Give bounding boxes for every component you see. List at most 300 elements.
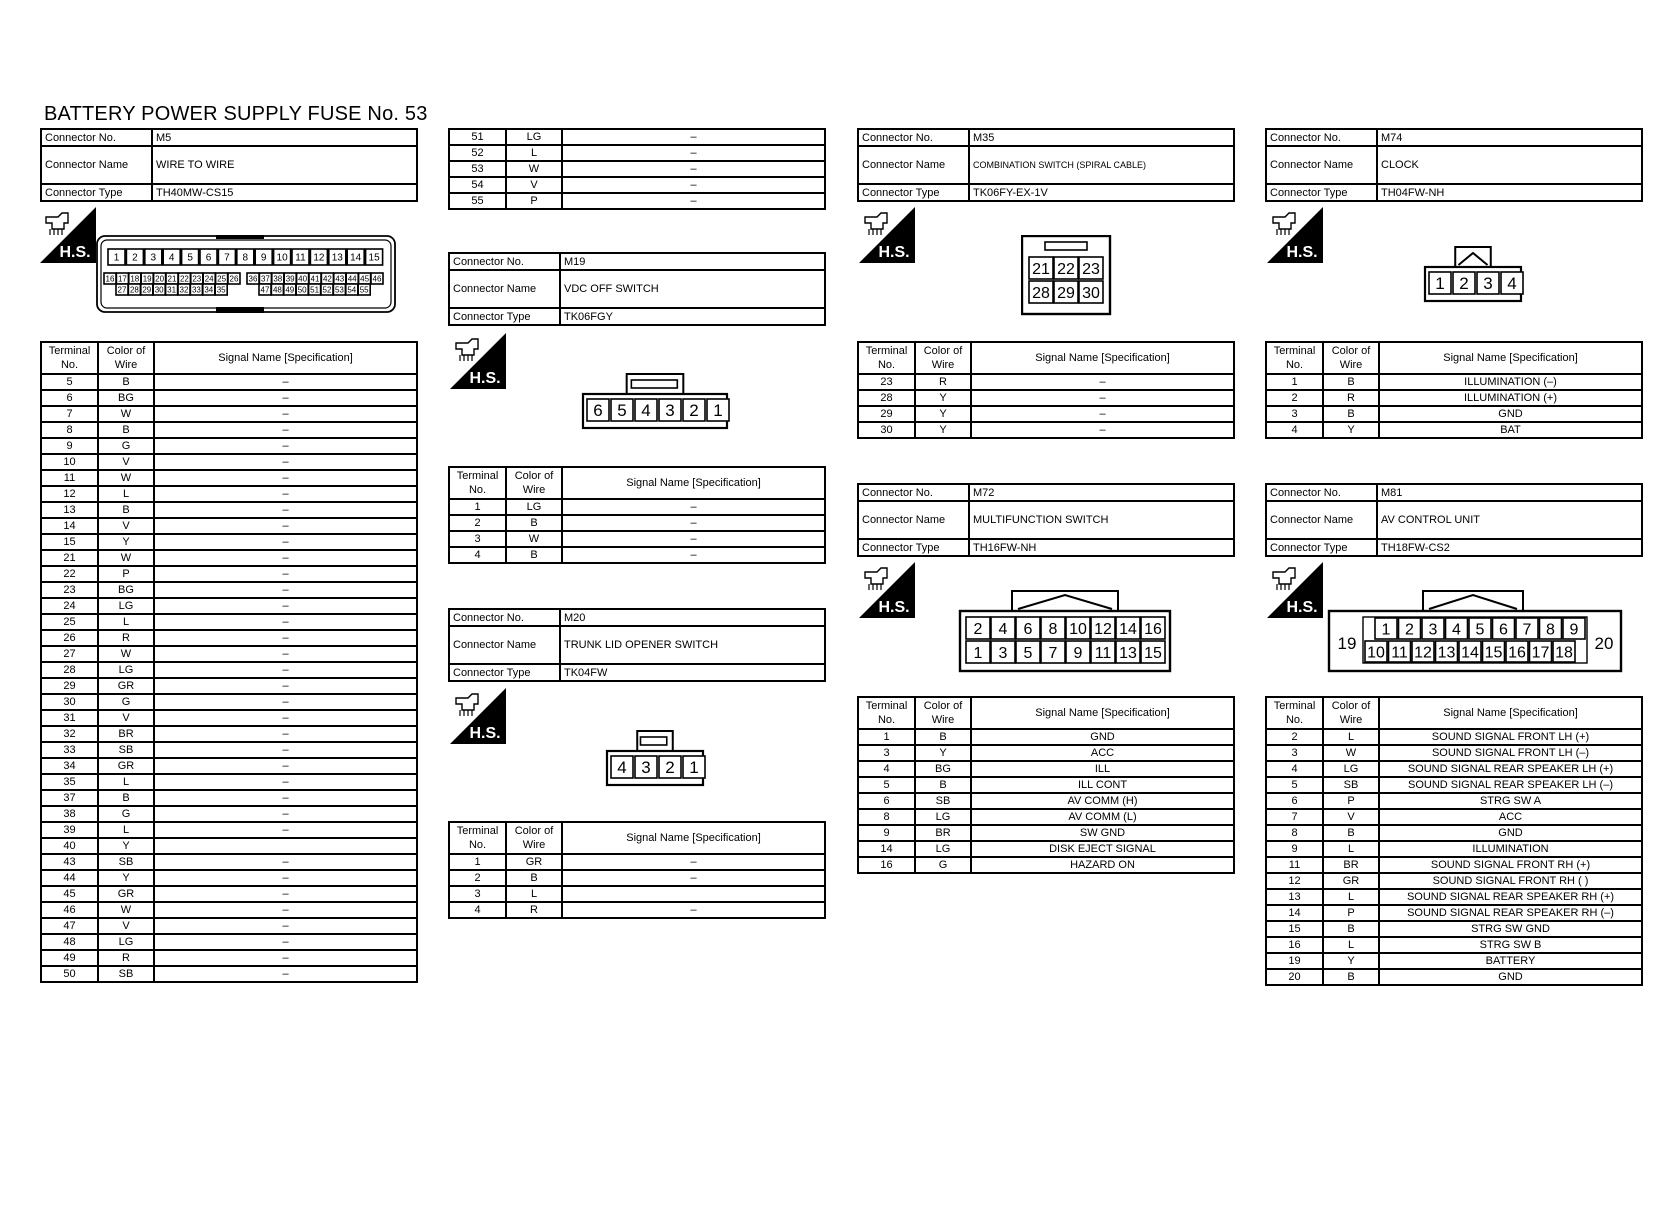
signal-name: –: [971, 390, 1234, 406]
terminal-no: 25: [41, 614, 98, 630]
signal-name: –: [154, 742, 417, 758]
hs-label: H.S.: [878, 244, 910, 261]
pin-number: 4: [168, 252, 175, 264]
pin-number: 47: [260, 285, 270, 295]
pin-number: 14: [1119, 620, 1137, 638]
pin-number: 3: [641, 758, 651, 778]
signal-name: STRG SW B: [1379, 937, 1642, 953]
pin-number: 54: [347, 285, 357, 295]
table-row: [858, 406, 1234, 422]
wire-color: L: [1323, 729, 1379, 745]
header-terminal-no: Terminal No.: [449, 467, 506, 499]
signal-name: –: [154, 886, 417, 902]
wire-color: GR: [98, 886, 154, 902]
connector-type: TH40MW-CS15: [152, 184, 417, 201]
pin-number: 39: [285, 274, 295, 284]
wire-color: R: [98, 630, 154, 646]
signal-name: –: [154, 454, 417, 470]
terminal-no: 48: [41, 934, 98, 950]
pin-number: 11: [1391, 644, 1408, 662]
table-row: [41, 742, 417, 758]
wire-color: Y: [915, 745, 971, 761]
wire-color: W: [506, 161, 562, 177]
table-row: [41, 662, 417, 678]
table-row: [1266, 422, 1642, 438]
table-row: [41, 438, 417, 454]
pin-number: 41: [310, 274, 320, 284]
terminal-no: 2: [449, 870, 506, 886]
connector-info-m72: [857, 483, 1235, 557]
table-row: [1266, 793, 1642, 809]
pin-number: 9: [1569, 621, 1579, 639]
signal-name: –: [562, 870, 825, 886]
table-row: [41, 390, 417, 406]
table-row: [41, 374, 417, 390]
connector-diagram-m19: [577, 372, 737, 430]
table-row: [41, 822, 417, 838]
signal-name: AV COMM (L): [971, 809, 1234, 825]
signal-name: –: [154, 470, 417, 486]
terminal-no: 5: [858, 777, 915, 793]
wire-color: B: [1323, 825, 1379, 841]
table-row: [41, 918, 417, 934]
table-row: [1266, 390, 1642, 406]
table-row: [858, 761, 1234, 777]
signal-name: SOUND SIGNAL FRONT LH (+): [1379, 729, 1642, 745]
connector-diagram-m72: [958, 589, 1172, 675]
wire-color: Y: [98, 838, 154, 854]
terminal-no: 4: [858, 761, 915, 777]
pin-number: 20: [155, 274, 165, 284]
table-row: [41, 726, 417, 742]
terminal-no: 40: [41, 838, 98, 854]
terminal-no: 1: [449, 854, 506, 870]
wire-color: B: [915, 777, 971, 793]
table-row: [1266, 905, 1642, 921]
pin-number: 42: [322, 274, 332, 284]
terminal-no: 29: [858, 406, 915, 422]
terminal-no: 12: [41, 486, 98, 502]
harness-side-icon: [1267, 562, 1323, 618]
wire-color: R: [506, 902, 562, 918]
terminal-no: 8: [41, 422, 98, 438]
pin-number: 35: [216, 285, 226, 295]
table-row: [41, 470, 417, 486]
signal-name: SOUND SIGNAL FRONT RH (+): [1379, 857, 1642, 873]
hs-label: H.S.: [1286, 244, 1318, 261]
pin-number: 4: [641, 401, 651, 421]
terminal-no: 23: [858, 374, 915, 390]
terminal-no: 29: [41, 678, 98, 694]
wire-color: BG: [98, 390, 154, 406]
table-row: [449, 547, 825, 563]
harness-side-icon: [40, 207, 96, 263]
signal-name: –: [562, 177, 825, 193]
table-row: [41, 870, 417, 886]
wire-color: B: [1323, 406, 1379, 422]
pin-number: 13: [1119, 644, 1137, 662]
header-signal-name: Signal Name [Specification]: [562, 822, 825, 854]
connector-latch-mark: [631, 380, 677, 388]
terminal-no: 7: [1266, 809, 1323, 825]
terminal-no: 21: [41, 550, 98, 566]
label-connector-no: Connector No.: [449, 609, 560, 626]
header-terminal-no: Terminal No.: [449, 822, 506, 854]
wire-color: B: [1323, 969, 1379, 985]
terminal-no: 4: [449, 902, 506, 918]
connector-type: TK04FW: [560, 664, 825, 681]
terminal-no: 24: [41, 598, 98, 614]
signal-name: –: [154, 486, 417, 502]
table-row: [449, 902, 825, 918]
signal-name: BAT: [1379, 422, 1642, 438]
label-connector-type: Connector Type: [1266, 539, 1377, 556]
table-row: [41, 886, 417, 902]
header-terminal-no: Terminal No.: [1266, 342, 1323, 374]
header-terminal-no: Terminal No.: [858, 342, 915, 374]
table-row: [41, 950, 417, 966]
signal-name: GND: [1379, 969, 1642, 985]
wire-color: LG: [506, 129, 562, 145]
wire-color: GR: [98, 758, 154, 774]
wire-color: BR: [915, 825, 971, 841]
wire-color: L: [98, 774, 154, 790]
pin-number: 11: [295, 252, 306, 264]
wire-color: G: [98, 806, 154, 822]
connector-diagram-m35: [1021, 235, 1113, 317]
wire-color: V: [1323, 809, 1379, 825]
terminal-no: 3: [858, 745, 915, 761]
pin-number: 44: [347, 274, 357, 284]
hs-label: H.S.: [469, 725, 501, 742]
table-row: [41, 422, 417, 438]
header-signal-name: Signal Name [Specification]: [971, 697, 1234, 729]
terminal-no: 52: [449, 145, 506, 161]
pin-number: 7: [1522, 621, 1532, 639]
wire-color: P: [1323, 793, 1379, 809]
connector-key: [216, 307, 264, 313]
pin-number: 3: [150, 252, 157, 264]
connector-no: M35: [969, 129, 1234, 146]
pin-number: 10: [276, 252, 288, 264]
table-row: [858, 825, 1234, 841]
connector-name: AV CONTROL UNIT: [1377, 501, 1642, 539]
signal-name: –: [154, 566, 417, 582]
table-row: [858, 745, 1234, 761]
wire-color: W: [1323, 745, 1379, 761]
table-row: [1266, 969, 1642, 985]
wire-color: SB: [98, 966, 154, 982]
wire-color: SB: [915, 793, 971, 809]
connector-info-m35: [857, 128, 1235, 202]
terminal-no: 34: [41, 758, 98, 774]
signal-name: –: [154, 406, 417, 422]
signal-name: –: [154, 870, 417, 886]
signal-name: –: [154, 758, 417, 774]
wire-color: Y: [98, 870, 154, 886]
pin-number: 7: [224, 252, 230, 264]
terminal-no: 2: [1266, 729, 1323, 745]
terminal-no: 16: [1266, 937, 1323, 953]
wire-color: V: [98, 710, 154, 726]
wire-color: BR: [98, 726, 154, 742]
pin-number: 38: [273, 274, 283, 284]
signal-name: ILL CONT: [971, 777, 1234, 793]
signal-name: –: [154, 534, 417, 550]
connector-name: TRUNK LID OPENER SWITCH: [560, 626, 825, 664]
wire-color: L: [98, 614, 154, 630]
pin-number: 40: [298, 274, 308, 284]
signal-name: –: [154, 966, 417, 982]
label-connector-type: Connector Type: [858, 539, 969, 556]
pin-number: 43: [335, 274, 345, 284]
header-color-of-wire: Color of Wire: [506, 467, 562, 499]
table-row: [1266, 777, 1642, 793]
terminal-no: 33: [41, 742, 98, 758]
table-row: [858, 809, 1234, 825]
connector-no: M74: [1377, 129, 1642, 146]
terminal-no: 8: [1266, 825, 1323, 841]
pin-number: 21: [1032, 260, 1050, 278]
header-color-of-wire: Color of Wire: [1323, 342, 1379, 374]
signal-name: –: [154, 550, 417, 566]
wire-color: Y: [1323, 422, 1379, 438]
table-row: [858, 777, 1234, 793]
terminal-no: 38: [41, 806, 98, 822]
signal-name: –: [154, 934, 417, 950]
connector-type: TK06FGY: [560, 308, 825, 325]
wire-color: B: [1323, 921, 1379, 937]
signal-name: –: [154, 822, 417, 838]
connector-diagram-m81: [1327, 589, 1623, 675]
pin-number: 14: [1461, 644, 1479, 662]
table-row: [41, 694, 417, 710]
terminal-no: 47: [41, 918, 98, 934]
terminal-no: 16: [858, 857, 915, 873]
signal-name: HAZARD ON: [971, 857, 1234, 873]
signal-name: –: [562, 902, 825, 918]
header-color-of-wire: Color of Wire: [915, 342, 971, 374]
wire-color: BG: [915, 761, 971, 777]
wire-color: G: [915, 857, 971, 873]
wire-color: B: [506, 547, 562, 563]
harness-side-icon: [450, 688, 506, 744]
signal-name: –: [154, 646, 417, 662]
terminal-no: 37: [41, 790, 98, 806]
terminal-no: 5: [41, 374, 98, 390]
label-connector-no: Connector No.: [449, 253, 560, 270]
pin-number: 3: [665, 401, 675, 421]
connector-info-m81: [1265, 483, 1643, 557]
connector-no: M81: [1377, 484, 1642, 501]
pin-number: 7: [1048, 644, 1058, 662]
terminal-no: 7: [41, 406, 98, 422]
terminal-no: 3: [449, 531, 506, 547]
signal-name: –: [154, 614, 417, 630]
terminal-no: 2: [449, 515, 506, 531]
connector-no: M20: [560, 609, 825, 626]
table-row: [449, 854, 825, 870]
terminal-no: 5: [1266, 777, 1323, 793]
pin-number: 8: [1048, 620, 1058, 638]
pin-number: 29: [1057, 284, 1075, 302]
pin-number: 20: [1594, 634, 1614, 653]
terminal-no: 28: [41, 662, 98, 678]
pin-number: 6: [1499, 621, 1508, 639]
connector-type: TK06FY-EX-1V: [969, 184, 1234, 201]
hs-label: H.S.: [59, 244, 91, 261]
terminal-no: 14: [41, 518, 98, 534]
header-color-of-wire: Color of Wire: [506, 822, 562, 854]
signal-name: ILLUMINATION: [1379, 841, 1642, 857]
table-row: [449, 531, 825, 547]
wire-color: Y: [915, 422, 971, 438]
pin-number: 17: [1531, 644, 1550, 662]
wire-color: V: [98, 518, 154, 534]
connector-type: TH18FW-CS2: [1377, 539, 1642, 556]
signal-name: –: [971, 374, 1234, 390]
wire-color: W: [98, 646, 154, 662]
table-row: [449, 499, 825, 515]
pin-number: 22: [179, 274, 189, 284]
table-row: [41, 502, 417, 518]
terminal-no: 23: [41, 582, 98, 598]
pin-number: 18: [1555, 644, 1573, 662]
pin-number: 10: [1069, 620, 1087, 638]
signal-name: –: [154, 598, 417, 614]
wire-color: LG: [98, 662, 154, 678]
header-terminal-no: Terminal No.: [1266, 697, 1323, 729]
table-row: [41, 838, 417, 854]
wire-color: B: [98, 790, 154, 806]
terminal-no: 30: [41, 694, 98, 710]
terminal-no: 11: [1266, 857, 1323, 873]
wire-color: L: [98, 822, 154, 838]
pin-number: 13: [1437, 644, 1456, 662]
label-connector-no: Connector No.: [1266, 129, 1377, 146]
table-row: [449, 145, 825, 161]
page-title: BATTERY POWER SUPPLY FUSE No. 53: [44, 103, 428, 125]
pin-number: 52: [322, 285, 332, 295]
signal-name: –: [562, 145, 825, 161]
signal-name: AV COMM (H): [971, 793, 1234, 809]
signal-name: GND: [1379, 406, 1642, 422]
signal-name: –: [562, 161, 825, 177]
table-row: [41, 966, 417, 982]
pin-number: 29: [142, 285, 152, 295]
wire-color: LG: [915, 841, 971, 857]
terminal-no: 15: [41, 534, 98, 550]
table-row: [41, 710, 417, 726]
pin-number: 1: [1435, 274, 1445, 294]
label-connector-no: Connector No.: [41, 129, 152, 146]
table-row: [41, 582, 417, 598]
pin-number: 12: [313, 252, 325, 264]
wire-color: L: [506, 886, 562, 902]
table-row: [1266, 825, 1642, 841]
terminal-no: 9: [1266, 841, 1323, 857]
signal-name: ACC: [1379, 809, 1642, 825]
terminal-no: 13: [41, 502, 98, 518]
pin-number: 16: [1144, 620, 1162, 638]
terminal-no: 2: [1266, 390, 1323, 406]
connector-diagram-m74: [1419, 245, 1531, 307]
table-row: [41, 678, 417, 694]
table-row: [449, 515, 825, 531]
pin-number: 10: [1367, 644, 1385, 662]
wire-color: R: [1323, 390, 1379, 406]
table-row: [1266, 937, 1642, 953]
wire-color: SB: [98, 854, 154, 870]
header-signal-name: Signal Name [Specification]: [971, 342, 1234, 374]
terminal-no: 53: [449, 161, 506, 177]
wire-color: GR: [98, 678, 154, 694]
pin-table-m72: [857, 696, 1235, 874]
signal-name: –: [154, 678, 417, 694]
terminal-no: 39: [41, 822, 98, 838]
wire-color: L: [1323, 841, 1379, 857]
terminal-no: 4: [449, 547, 506, 563]
terminal-no: 4: [1266, 761, 1323, 777]
pin-number: 6: [1023, 620, 1033, 638]
table-row: [1266, 809, 1642, 825]
table-row: [41, 406, 417, 422]
wire-color: BG: [98, 582, 154, 598]
wire-color: V: [98, 454, 154, 470]
table-row: [41, 534, 417, 550]
wire-color: W: [98, 550, 154, 566]
pin-number: 4: [998, 620, 1008, 638]
table-row: [41, 854, 417, 870]
terminal-no: 9: [41, 438, 98, 454]
signal-name: –: [154, 726, 417, 742]
terminal-no: 15: [1266, 921, 1323, 937]
pin-number: 4: [617, 758, 627, 778]
terminal-no: 54: [449, 177, 506, 193]
wire-color: B: [1323, 374, 1379, 390]
signal-name: ILL: [971, 761, 1234, 777]
wire-color: B: [915, 729, 971, 745]
label-connector-type: Connector Type: [449, 664, 560, 681]
connector-info-m74: [1265, 128, 1643, 202]
pin-number: 18: [130, 274, 140, 284]
header-signal-name: Signal Name [Specification]: [1379, 342, 1642, 374]
table-row: [41, 630, 417, 646]
wire-color: L: [1323, 889, 1379, 905]
table-row: [449, 129, 825, 145]
table-row: [41, 934, 417, 950]
signal-name: ILLUMINATION (–): [1379, 374, 1642, 390]
connector-diagram-m20: [601, 729, 713, 787]
signal-name: –: [154, 662, 417, 678]
wire-color: LG: [98, 934, 154, 950]
pin-number: 19: [142, 274, 152, 284]
pin-number: 12: [1094, 620, 1112, 638]
pin-number: 2: [973, 620, 983, 638]
wire-color: LG: [915, 809, 971, 825]
table-row: [858, 793, 1234, 809]
signal-name: –: [154, 518, 417, 534]
pin-table-m5-continued: [448, 128, 826, 210]
table-row: [858, 390, 1234, 406]
connector-info-m5: [40, 128, 418, 202]
table-row: [41, 550, 417, 566]
header-color-of-wire: Color of Wire: [98, 342, 154, 374]
label-connector-no: Connector No.: [1266, 484, 1377, 501]
signal-name: –: [562, 499, 825, 515]
pin-table-m81: [1265, 696, 1643, 986]
signal-name: GND: [971, 729, 1234, 745]
